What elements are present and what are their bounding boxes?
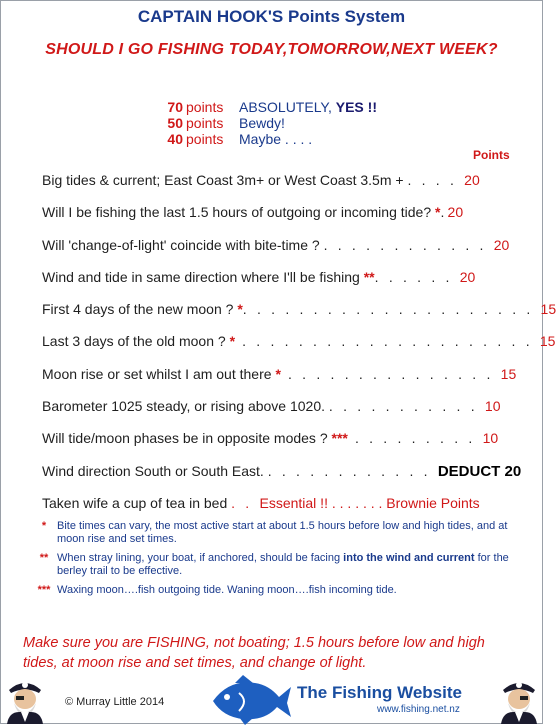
scale-description: Bewdy! — [239, 115, 285, 131]
criterion-text: Taken wife a cup of tea in bed — [42, 494, 232, 511]
criterion-dots: . . . . . . . . . . . . . . . . . . . . . — [235, 333, 540, 350]
scale-number: 40 — [167, 131, 183, 147]
criterion-dots: . . . . . . . . . . . . — [267, 462, 438, 479]
criterion-dots: . . . . . . . . . . . . . . . — [280, 365, 501, 382]
footnote-bold: into the wind and current — [343, 552, 475, 564]
criteria-list — [42, 171, 556, 526]
criterion-points: 20 — [447, 204, 464, 221]
criterion-text: Last 3 days of the old moon ? — [42, 333, 230, 350]
criterion-dots: . . . . . . . . . . . . . . . . . . . . . — [242, 301, 541, 318]
scale-row — [163, 99, 377, 115]
footnote-text: Waxing moon….fish outgoing tide. Waning moon….fish incoming tide. — [57, 584, 397, 596]
scale-description — [239, 99, 377, 115]
points-scale — [163, 99, 377, 147]
blue-fish-logo-icon — [209, 673, 293, 725]
scale-unit: points — [186, 115, 224, 131]
criterion-row — [42, 332, 556, 364]
criterion-row — [42, 236, 512, 268]
criterion-dots: . . . . — [407, 172, 465, 188]
footnote-text-after: for the berley trail to be effective. — [57, 552, 509, 577]
main-question: SHOULD I GO FISHING TODAY,TOMORROW,NEXT WEEK? — [45, 41, 498, 58]
criterion-row — [42, 429, 512, 461]
criterion-brownie: Essential !! . . . . . . . Brownie Points — [259, 494, 480, 511]
criterion-row — [42, 268, 512, 300]
site-title: The Fishing Website — [297, 683, 462, 702]
criterion-row — [42, 397, 512, 429]
scale-row — [163, 131, 377, 147]
criterion-points: 15 — [500, 365, 517, 382]
footnote — [31, 584, 521, 597]
criterion-points: 20 — [464, 172, 480, 188]
footnotes — [31, 520, 521, 603]
criterion-points: 15 — [540, 301, 556, 318]
criterion-text: Will I be fishing the last 1.5 hours of outgoing or incoming tide? — [42, 204, 435, 221]
criterion-text: Wind direction South or South East. — [42, 462, 268, 479]
footnote-star: * — [237, 301, 243, 318]
site-url: www.fishing.net.nz — [377, 704, 460, 715]
criterion-points: 10 — [482, 430, 499, 447]
footnote — [31, 520, 521, 546]
criterion-deduct: DEDUCT 20 — [437, 462, 522, 480]
scale-unit: points — [186, 131, 224, 147]
footnote-mark: *** — [37, 584, 51, 596]
bottom-note: Make sure you are FISHING, not boating; 1.5 hours before low and high tides, at moon rise and set times, and change of light. — [23, 635, 485, 671]
criterion-points: 20 — [459, 268, 476, 285]
page-title: CAPTAIN HOOK'S Points System — [137, 7, 406, 26]
captain-hook-icon — [3, 676, 47, 724]
scale-description: Maybe . . . . — [239, 131, 313, 147]
criterion-text: Moon rise or set whilst I am out there — [42, 365, 276, 382]
criterion-text: First 4 days of the new moon ? — [42, 301, 238, 318]
footnote-star: * — [275, 365, 281, 382]
criterion-points: 15 — [539, 333, 556, 350]
criterion-points: 20 — [493, 236, 510, 253]
criterion-text: Barometer 1025 steady, or rising above 1020. — [42, 398, 329, 415]
criterion-text: Will 'change-of-light' coincide with bite-time ? — [42, 236, 324, 253]
criterion-text: Big tides & current; East Coast 3m+ or West Coast 3.5m + — [42, 172, 408, 188]
criterion-text: Wind and tide in same direction where I'll be fishing — [42, 268, 364, 285]
copyright: © Murray Little 2014 — [65, 696, 165, 708]
footnote — [31, 552, 521, 578]
criterion-row — [42, 203, 512, 235]
criterion-dots: . . . . . . . . . — [347, 430, 483, 447]
footnote-star: ** — [363, 268, 375, 285]
criterion-row — [42, 462, 522, 494]
scale-unit: points — [186, 99, 224, 115]
scale-number: 70 — [167, 99, 183, 115]
footnote-text-part: When stray lining, your boat, if anchored, should be facing — [57, 552, 344, 564]
criterion-points: 10 — [484, 398, 501, 415]
scale-number: 50 — [167, 115, 183, 131]
scale-description-text: ABSOLUTELY, — [239, 99, 336, 115]
criterion-dots: . . . . . . . . . . . . — [323, 236, 494, 253]
criterion-dots: . . — [231, 494, 260, 511]
footnote-mark: * — [41, 520, 47, 532]
scale-emphasis: YES !! — [335, 99, 377, 115]
criterion-dots: . . . . . . — [374, 268, 460, 285]
captain-hook-icon — [497, 676, 541, 724]
criterion-row — [42, 300, 556, 332]
footnote-star: * — [435, 204, 441, 221]
scale-row — [163, 115, 377, 131]
footnote-text — [57, 552, 521, 578]
footnote-text: Bite times can vary, the most active start at about 1.5 hours before low and high tides, and at moon rise and set times. — [57, 520, 508, 545]
criterion-text: Will tide/moon phases be in opposite modes ? — [42, 430, 332, 447]
footnote-mark: ** — [39, 552, 49, 564]
criterion-row — [42, 365, 517, 397]
footnote-star: *** — [331, 430, 348, 447]
points-column-header: Points — [473, 148, 510, 162]
criterion-dots: . — [440, 204, 448, 221]
footnote-star: * — [229, 333, 236, 350]
criterion-dots: . . . . . . . . . . . — [328, 398, 485, 415]
criterion-row — [42, 171, 512, 203]
